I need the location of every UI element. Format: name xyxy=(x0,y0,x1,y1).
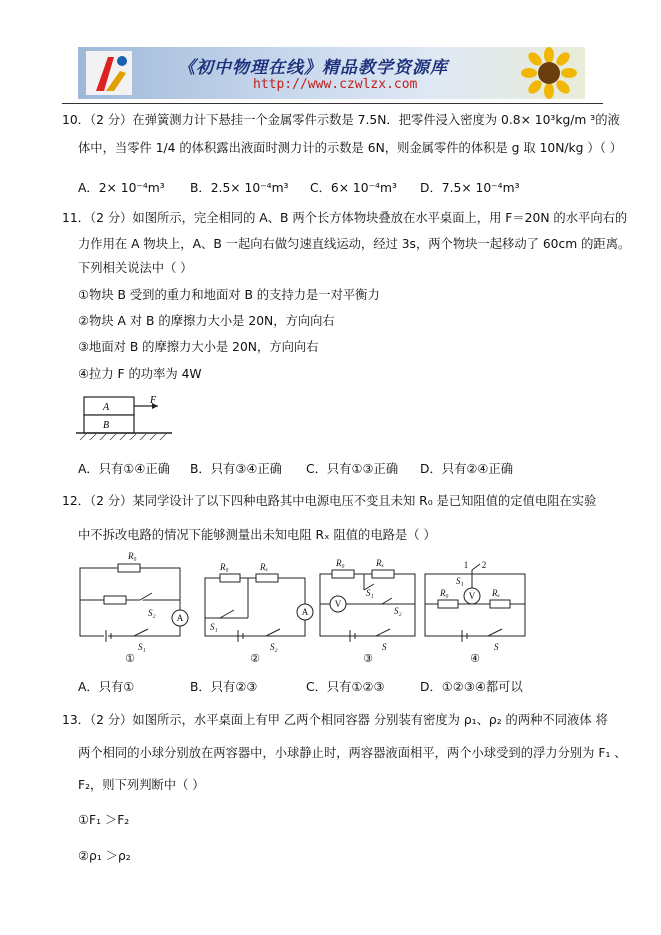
circuit-3-label: ③ xyxy=(363,653,373,665)
q13-statement-2: ②ρ₁ ＞ρ₂ xyxy=(78,849,131,863)
q13-line2: 两个相同的小球分别放在两容器中，小球静止时，两容器液面相平，两个小球受到的浮力分别为 F₁ 、 xyxy=(78,746,627,760)
c4-voltmeter-icon: V xyxy=(468,591,476,601)
q11-block-figure xyxy=(76,393,176,441)
c4-rx-label: Rₓ xyxy=(492,588,501,598)
q10-line1: 10．（2 分）在弹簧测力计下悬挂一个金属零件示数是 7.5N．把零件浸入密度为 0.8× 10³kg/m ³的液 xyxy=(62,113,620,127)
q10-option-b[interactable]: B．2.5× 10⁻⁴m³ xyxy=(190,181,289,195)
q12-option-a[interactable]: A．只有① xyxy=(78,680,135,694)
q10-option-a[interactable]: A．2× 10⁻⁴m³ xyxy=(78,181,165,195)
c1-s2-label: S₂ xyxy=(148,608,156,618)
q12-option-c[interactable]: C．只有①②③ xyxy=(306,680,385,694)
q12-option-b[interactable]: B．只有②③ xyxy=(190,680,258,694)
header-rule xyxy=(62,103,603,104)
c3-s1-label: S₁ xyxy=(366,588,374,598)
force-f-label: F xyxy=(150,395,157,406)
c1-r0-label: R₀ xyxy=(128,551,137,561)
q12-option-d[interactable]: D．①②③④都可以 xyxy=(420,680,523,694)
circuit-2-label: ② xyxy=(250,653,260,665)
c2-r0-label: R₀ xyxy=(220,562,229,572)
header-banner xyxy=(78,47,585,99)
block-a-label: A xyxy=(102,402,110,413)
q12-line2: 中不拆改电路的情况下能够测量出未知电阻 Rₓ 阻值的电路是（ ） xyxy=(78,528,436,542)
c3-s2-label: S₂ xyxy=(394,606,402,616)
q11-statement-1: ①物块 B 受到的重力和地面对 B 的支持力是一对平衡力 xyxy=(78,288,380,302)
c1-ammeter-icon: A xyxy=(176,613,184,623)
sunflower-icon xyxy=(519,49,579,97)
q11-statement-4: ④拉力 F 的功率为 4W xyxy=(78,367,202,381)
c4-s-label: S xyxy=(494,642,499,652)
c3-r0-label: R₀ xyxy=(336,558,345,568)
q11-option-d[interactable]: D．只有②④正确 xyxy=(420,462,514,476)
q13-statement-1: ①F₁ ＞F₂ xyxy=(78,813,130,827)
q13-line3: F₂，则下列判断中（ ） xyxy=(78,778,205,792)
c4-s1-label: S₁ xyxy=(456,576,464,586)
q11-option-a[interactable]: A．只有①④正确 xyxy=(78,462,170,476)
c2-ammeter-icon: A xyxy=(301,607,309,617)
q11-option-b[interactable]: B．只有③④正确 xyxy=(190,462,282,476)
q11-line1: 11．（2 分）如图所示，完全相同的 A、B 两个长方体物块叠放在水平桌面上，用 F＝20N 的水平向右的 xyxy=(62,211,628,225)
c3-s-label: S xyxy=(382,642,387,652)
c4-pos2-label: 2 xyxy=(481,560,487,570)
banner-title: 《初中物理在线》精品教学资源库 xyxy=(178,58,448,78)
q11-line3: 下列相关说法中（ ） xyxy=(78,261,193,275)
c2-rx-label: Rₓ xyxy=(260,562,269,572)
q10-option-d[interactable]: D．7.5× 10⁻⁴m³ xyxy=(420,181,520,195)
q13-line1: 13．（2 分）如图所示，水平桌面上有甲 乙两个相同容器 分别装有密度为 ρ₁、ρ₂ 的两种不同液体 将 xyxy=(62,713,608,727)
q11-line2: 力作用在 A 物块上，A、B 一起向右做匀速直线运动，经过 3s，两个物块一起移动了 60cm 的距离。 xyxy=(78,237,631,251)
q11-statement-3: ③地面对 B 的摩擦力大小是 20N，方向向右 xyxy=(78,340,319,354)
q12-circuits-figure xyxy=(70,551,540,668)
circuit-4-label: ④ xyxy=(470,653,480,665)
q10-option-c[interactable]: C．6× 10⁻⁴m³ xyxy=(310,181,397,195)
q11-statement-2: ②物块 A 对 B 的摩擦力大小是 20N，方向向右 xyxy=(78,314,335,328)
q11-option-c[interactable]: C．只有①③正确 xyxy=(306,462,399,476)
c2-s2-label: S₂ xyxy=(270,642,278,652)
block-b-label: B xyxy=(102,420,110,431)
site-logo-icon xyxy=(86,51,132,95)
q12-line1: 12．（2 分）某同学设计了以下四种电路其中电源电压不变且未知 R₀ 是已知阻值的定值电阻在实验 xyxy=(62,494,597,508)
circuit-1-label: ① xyxy=(125,653,135,665)
c1-s1-label: S₁ xyxy=(138,642,146,652)
c4-pos1-label: 1 xyxy=(463,560,469,570)
c3-voltmeter-icon: V xyxy=(334,599,342,609)
c2-s1-label: S₁ xyxy=(210,622,218,632)
c3-rx-label: Rₓ xyxy=(376,558,385,568)
banner-url[interactable]: http://www.czwlzx.com xyxy=(253,77,418,92)
c4-r0-label: R₀ xyxy=(440,588,449,598)
q10-line2: 体中，当零件 1/4 的体积露出液面时测力计的示数是 6N，则金属零件的体积是 g 取 10N/kg ）（ ） xyxy=(78,141,623,155)
